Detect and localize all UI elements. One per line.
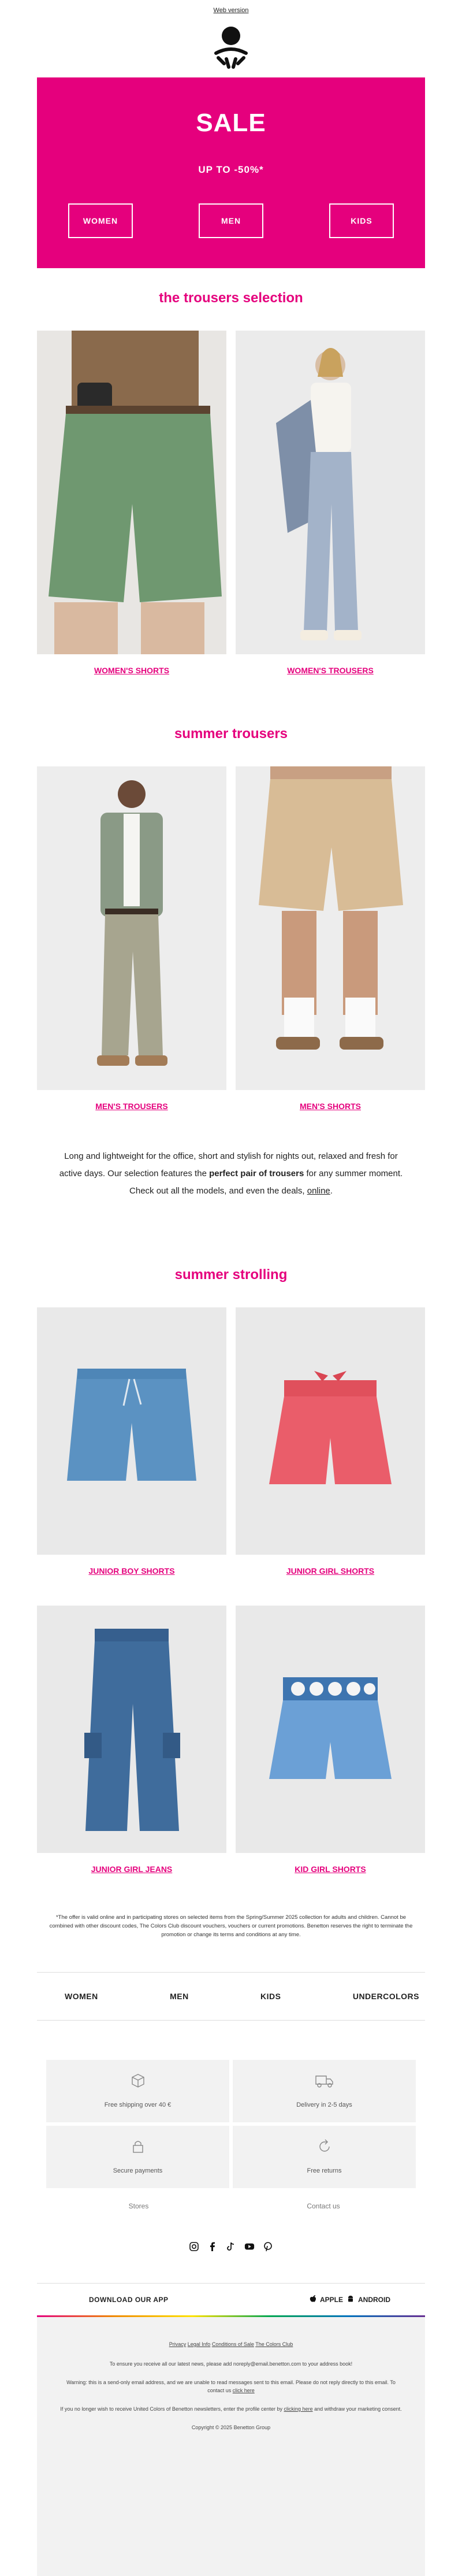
junior-girl-shorts-photo [236, 1307, 425, 1555]
logo-mark-icon [213, 25, 249, 69]
sale-banner[interactable] [37, 77, 425, 268]
footer-note-3-text-b: and withdraw your marketing consent. [312, 2406, 402, 2412]
sale-women-button[interactable]: WOMEN [68, 203, 133, 238]
kid-girl-shorts-photo [236, 1606, 425, 1853]
womens-trousers-photo [236, 331, 425, 654]
pinterest-icon[interactable] [263, 2241, 273, 2252]
womens-shorts-photo [37, 331, 226, 654]
stores-link[interactable]: Stores [128, 2202, 149, 2210]
service-features [46, 2060, 416, 2188]
app-stores [310, 2295, 390, 2304]
footer-note-3 [37, 2405, 425, 2413]
paragraph-text-1: Long and lightweight for the office, short and stylish for nights out, relaxed and fresh for active days. Our selection features the [59, 1151, 398, 1178]
caption-junior-girl-shorts[interactable]: JUNIOR GIRL SHORTS [286, 1566, 375, 1576]
caption-junior-boy-shorts[interactable]: JUNIOR BOY SHORTS [88, 1566, 175, 1576]
product-image-womens-trousers[interactable] [236, 331, 425, 654]
caption-row-women [37, 666, 425, 680]
feature-label: Secure payments [113, 2167, 163, 2174]
paragraph-text-2: for any summer moment. [304, 1169, 403, 1178]
product-grid-men [37, 766, 425, 1090]
category-nav [37, 1972, 425, 2021]
app-download-row [37, 2283, 425, 2315]
web-version-link[interactable]: Web version [213, 7, 249, 14]
nav-undercolors[interactable]: UNDERCOLORS [352, 1992, 419, 2001]
sale-kids-button[interactable]: KIDS [329, 203, 394, 238]
contact-us-link[interactable]: Contact us [307, 2202, 340, 2210]
return-icon [316, 2138, 333, 2158]
caption-mens-trousers[interactable]: MEN'S TROUSERS [95, 1102, 168, 1111]
truck-icon [315, 2073, 334, 2092]
product-image-junior-girl-jeans[interactable] [37, 1606, 226, 1853]
youtube-icon[interactable] [244, 2241, 255, 2252]
product-image-mens-trousers[interactable] [37, 766, 226, 1090]
intro-paragraph [58, 1148, 404, 1200]
footer-note-1: To ensure you receive all our latest news, please add noreply@email.benetton.com to your address book! [109, 2361, 353, 2367]
feature-secure-payments[interactable] [46, 2126, 229, 2188]
online-link[interactable]: online [307, 1186, 330, 1196]
nav-kids[interactable]: KIDS [260, 1992, 281, 2001]
caption-womens-trousers[interactable]: WOMEN'S TROUSERS [287, 666, 374, 675]
product-grid-women [37, 331, 425, 654]
tiktok-icon[interactable] [226, 2241, 236, 2252]
profile-center-link[interactable]: clicking here [284, 2406, 313, 2412]
caption-junior-girl-jeans[interactable]: JUNIOR GIRL JEANS [91, 1865, 173, 1874]
product-image-kid-girl-shorts[interactable] [236, 1606, 425, 1853]
feature-label: Free returns [307, 2167, 342, 2174]
store-contact-links [46, 2192, 416, 2221]
feature-delivery[interactable] [233, 2060, 416, 2122]
section-title-summer-strolling: summer strolling [174, 1267, 288, 1283]
footer-note-3-text-a: If you no longer wish to receive United Colors of Benetton newsletters, enter the profile center by [60, 2406, 284, 2412]
footer-links [37, 2340, 425, 2348]
web-version-bar [0, 0, 462, 18]
offer-disclaimer: *The offer is valid online and in participating stores on selected items from the Spring/Summer 2025 collection for adults and children. Cannot be combined with other discount codes, The Colors Club discount vouchers, vouchers or current promotions. Benetton reserves the right to terminate the promotion or change its terms and conditions at any time. [49, 1914, 413, 1938]
product-image-junior-boy-shorts[interactable] [37, 1307, 226, 1555]
android-icon [346, 2295, 355, 2304]
download-app-label: DOWNLOAD OUR APP [89, 2295, 169, 2304]
caption-row-kids-2 [37, 1865, 425, 1878]
product-grid-kids-row1 [37, 1307, 425, 1555]
caption-row-kids-1 [37, 1566, 425, 1580]
paragraph-text-3: Check out all the models, and even the deals, [129, 1186, 307, 1196]
legal-info-link[interactable]: Legal Info [187, 2341, 211, 2347]
copyright: Copyright © 2025 Benetton Group [191, 2425, 271, 2430]
section-title-trousers-selection: the trousers selection [159, 290, 303, 306]
paragraph-bold: perfect pair of trousers [209, 1169, 304, 1178]
sale-men-button[interactable]: MEN [199, 203, 263, 238]
box-icon [130, 2073, 146, 2092]
android-store-link[interactable]: ANDROID [358, 2295, 390, 2304]
caption-womens-shorts[interactable]: WOMEN'S SHORTS [94, 666, 170, 675]
footer-note-2-text: Warning: this is a send-only email address, and we are unable to read messages sent to this email. Please do not reply directly to this email. To contact us [66, 2379, 396, 2393]
lock-icon [130, 2138, 146, 2158]
nav-men[interactable]: MEN [170, 1992, 189, 2001]
product-grid-kids-row2 [37, 1606, 425, 1853]
product-image-mens-shorts[interactable] [236, 766, 425, 1090]
sale-title: SALE [196, 109, 266, 137]
section-title-summer-trousers: summer trousers [174, 726, 288, 742]
footer-note-2 [37, 2378, 425, 2395]
contact-click-here-link[interactable]: click here [232, 2388, 255, 2393]
benetton-logo[interactable] [0, 18, 462, 83]
privacy-link[interactable]: Privacy [169, 2341, 187, 2347]
colors-club-link[interactable]: The Colors Club [255, 2341, 293, 2347]
social-links [0, 2241, 462, 2252]
feature-free-returns[interactable] [233, 2126, 416, 2188]
caption-kid-girl-shorts[interactable]: KID GIRL SHORTS [295, 1865, 366, 1874]
sale-subtitle: UP TO -50%* [198, 164, 264, 175]
nav-women[interactable]: WOMEN [65, 1992, 98, 2001]
product-image-womens-shorts[interactable] [37, 331, 226, 654]
apple-store-link[interactable]: APPLE [319, 2295, 343, 2304]
apple-icon [310, 2295, 316, 2304]
feature-label: Delivery in 2-5 days [296, 2101, 352, 2108]
feature-label: Free shipping over 40 € [104, 2101, 172, 2108]
feature-free-shipping[interactable] [46, 2060, 229, 2122]
caption-mens-shorts[interactable]: MEN'S SHORTS [299, 1102, 361, 1111]
instagram-icon[interactable] [189, 2241, 199, 2252]
product-image-junior-girl-shorts[interactable] [236, 1307, 425, 1555]
junior-boy-shorts-photo [37, 1307, 226, 1555]
paragraph-end: . [330, 1186, 333, 1196]
conditions-link[interactable]: Conditions of Sale [211, 2341, 254, 2347]
facebook-icon[interactable] [207, 2241, 218, 2252]
mens-shorts-photo [236, 766, 425, 1090]
caption-row-men [37, 1102, 425, 1115]
junior-girl-jeans-photo [37, 1606, 226, 1853]
mens-trousers-photo [37, 766, 226, 1090]
footer [37, 2317, 425, 2576]
